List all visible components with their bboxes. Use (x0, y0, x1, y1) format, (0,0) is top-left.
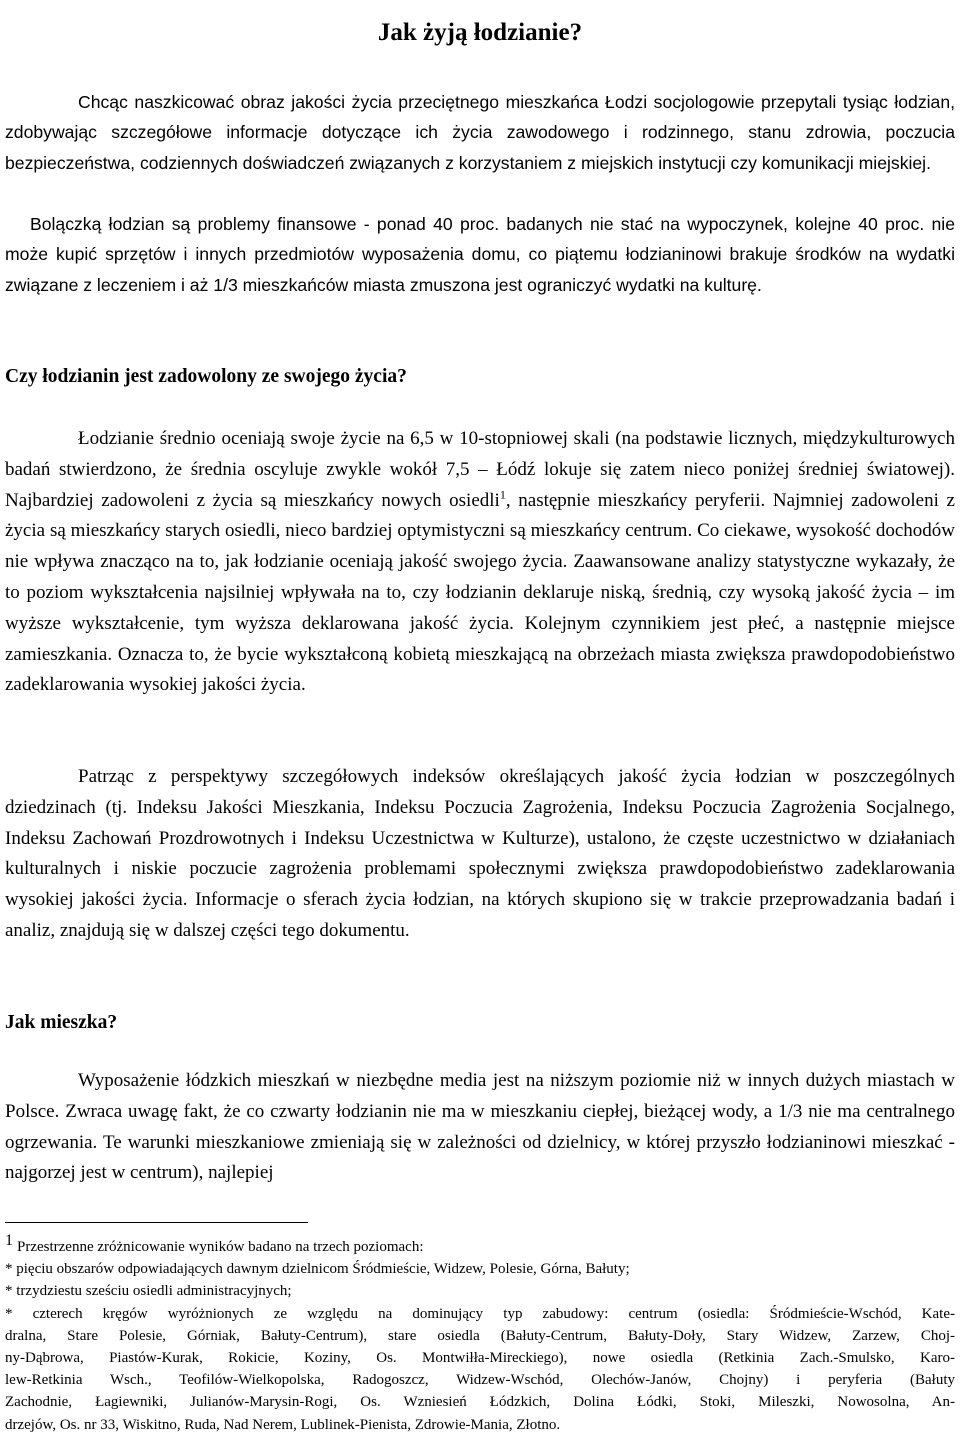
footnote-intro-text: Przestrzenne zróżnicowanie wyników badano na trzech poziomach: (17, 1239, 424, 1255)
intro-paragraph-2: Bolączką łodzian są problemy finansowe - ponad 40 proc. badanych nie stać na wypoczynek, kolejne 40 proc. nie może kupić sprzętów i innych przedmiotów wyposażenia domu, co piątemu łodzianinowi brakuje środków na wydatki związane z leczeniem i aż 1/3 mieszkańców miasta zmuszona jest ograniczyć wydatki na kulturę. (5, 214, 955, 295)
satisfaction-paragraph-1 (5, 424, 955, 701)
section-heading-housing: Jak mieszka? (5, 1012, 118, 1033)
footnote-line-5: dralna, Stare Polesie, Górniak, Bałuty-Centrum), stare osiedla (Bałuty-Centrum, Bałuty-Doły, Stary Widzew, Zarzew, Choj- (5, 1327, 955, 1344)
footnote-line-7: lew-Retkinia Wsch., Teofilów-Wielkopolska, Radogoszcz, Widzew-Wschód, Olechów-Janów, Chojny) i peryferia (Bałuty (5, 1372, 955, 1389)
footnote-line-6: ny-Dąbrowa, Piastów-Kurak, Rokicie, Koziny, Os. Montwiłła-Mireckiego), nowe osiedla (Retkinia Zach.-Smulsko, Karo- (5, 1350, 955, 1367)
footnote-line-2: * pięciu obszarów odpowiadających dawnym dzielnicom Śródmieście, Widzew, Polesie, Górna, Bałuty; (5, 1261, 630, 1278)
footnote-reference[interactable]: 1 (499, 487, 506, 502)
intro-paragraph-1: Chcąc naszkicować obraz jakości życia przeciętnego mieszkańca Łodzi socjologowie przepytali tysiąc łodzian, zdobywając szczegółowe informacje dotyczące ich życia zawodowego i rodzinnego, stanu zdrowia, poczucia bezpieczeństwa, codziennych doświadczeń związanych z korzystaniem z miejskich instytucji czy komunikacji miejskiej. (5, 92, 955, 173)
footnote (5, 1232, 955, 1436)
footnote-line-9: drzejów, Os. nr 33, Wiskitno, Ruda, Nad Nerem, Lublinek-Pienista, Zdrowie-Mania, Złotno. (5, 1416, 561, 1433)
satisfaction-paragraph-1-text-a: Łodzianie średnio oceniają swoje życie na 6,5 w 10-stopniowej skali (na podstawie licznych, międzykulturowych badań stwierdzono, że średnia oscyluje zwykle wokół 7,5 – Łódź lokuje się zatem nieco poniżej średniej światowej). Najbardziej zadowoleni z życia są mieszkańcy nowych osiedli (5, 428, 955, 511)
satisfaction-paragraph-2: Patrząc z perspektywy szczegółowych indeksów określających jakość życia łodzian w poszczególnych dziedzinach (tj. Indeksu Jakości Mieszkania, Indeksu Poczucia Zagrożenia, Indeksu Poczucia Zagrożenia Socjalnego, Indeksu Zachowań Prozdrowotnych i Indeksu Uczestnictwa w Kulturze), ustalono, że częste uczestnictwo w działaniach kulturalnych i niskie poczucie zagrożenia problemami społecznymi zwiększa prawdopodobieństwo zadeklarowania wysokiej jakości życia. Informacje o sferach życia łodzian, na których skupiono się w trakcie przeprowadzania badań i analiz, znajdują się w dalszej części tego dokumentu. (5, 766, 955, 941)
footnote-line-8: Zachodnie, Łagiewniki, Julianów-Marysin-Rogi, Os. Wzniesień Łódzkich, Dolina Łódki, Stoki, Mileszki, Nowosolna, An- (5, 1394, 955, 1411)
satisfaction-paragraph-1-text-b: , następnie mieszkańcy peryferii. Najmniej zadowoleni z życia są mieszkańcy starych osiedli, nieco bardziej optymistyczni są mieszkańcy centrum. Co ciekawe, wysokość dochodów nie wpływa znacząco na to, jak łodzianie oceniają jakość swojego życia. Zaawansowane analizy statystyczne wykazały, że to poziom wykształcenia najsilniej wpływała na to, czy łodzianin deklaruje niską, średnią, czy wysoką jakość życia – im wyższe wykształcenie, tym wyższa deklarowana jakość życia. Kolejnym czynnikiem jest płeć, a następnie miejsce zamieszkania. Oznacza to, że bycie wykształconą kobietą mieszkającą na obrzeżach miasta zwiększa prawdopodobieństwo zadeklarowania wysokiej jakości życia. (5, 489, 955, 696)
page-title: Jak żyją łodzianie? (377, 18, 583, 46)
footnote-separator (5, 1222, 308, 1223)
footnote-number: 1 (5, 1232, 13, 1249)
footnote-line-4: * czterech kręgów wyróżnionych ze względu na dominujący typ zabudowy: centrum (osiedla: Śródmieście-Wschód, Kate- (5, 1305, 955, 1322)
footnote-line-3: * trzydziestu sześciu osiedli administracyjnych; (5, 1283, 292, 1300)
footnote-line-1 (5, 1232, 955, 1258)
housing-paragraph-1: Wyposażenie łódzkich mieszkań w niezbędne media jest na niższym poziomie niż w innych dużych miastach w Polsce. Zwraca uwagę fakt, że co czwarty łodzianin nie ma w mieszkaniu ciepłej, bieżącej wody, a 1/3 nie ma centralnego ogrzewania. Te warunki mieszkaniowe zmieniają się w zależności od dzielnicy, w której przyszło łodzianinowi mieszkać - najgorzej jest w centrum), najlepiej (5, 1070, 955, 1184)
section-heading-satisfaction: Czy łodzianin jest zadowolony ze swojego życia? (5, 366, 407, 387)
